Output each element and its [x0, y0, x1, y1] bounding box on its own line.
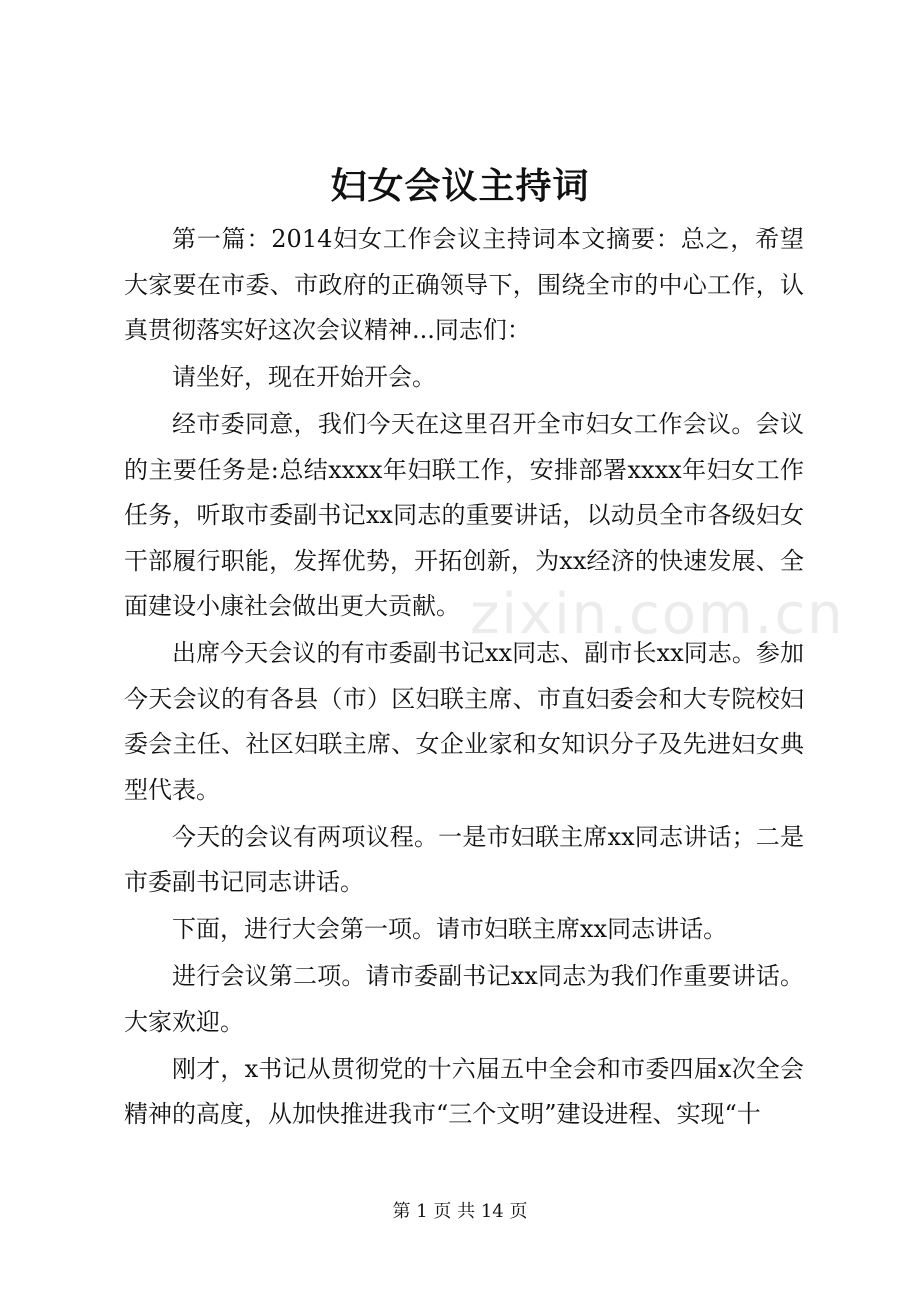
paragraph-5: 今天的会议有两项议程。一是市妇联主席xx同志讲话；二是市委副书记同志讲话。 — [124, 822, 804, 896]
paragraph-7: 进行会议第二项。请市委副书记xx同志为我们作重要讲话。大家欢迎。 — [124, 962, 804, 1036]
page-number-footer: 第 1 页 共 14 页 — [392, 1201, 528, 1222]
watermark-text: zixin.com.cn — [470, 582, 845, 647]
paragraph-4: 出席今天会议的有市委副书记xx同志、副市长xx同志。参加今天会议的有各县（市）区妇联主席、市直妇委会和大专院校妇委会主任、社区妇联主席、女企业家和女知识分子及先进妇女典型代表。 — [124, 639, 804, 804]
document-title: 妇女会议主持词 — [330, 165, 590, 207]
paragraph-6: 下面，进行大会第一项。请市妇联主席xx同志讲话。 — [172, 915, 728, 943]
paragraph-1: 第一篇：2014妇女工作会议主持词本文摘要：总之，希望大家要在市委、市政府的正确领导下，围绕全市的中心工作，认真贯彻落实好这次会议精神...同志们： — [124, 225, 804, 344]
paragraph-8: 刚才，x书记从贯彻党的十六届五中全会和市委四届x次全会精神的高度，从加快推进我市“三个文明”建设进程、实现“十 — [124, 1054, 804, 1128]
paragraph-2: 请坐好，现在开始开会。 — [172, 363, 436, 391]
paragraph-3: 经市委同意，我们今天在这里召开全市妇女工作会议。会议的主要任务是:总结xxxx年妇联工作，安排部署xxxx年妇女工作任务，听取市委副书记xx同志的重要讲话，以动员全市各级妇女干部履行职能，发挥优势，开拓创新，为xx经济的快速发展、全面建设小康社会做出更大贡献。 — [124, 410, 804, 620]
document-body — [124, 217, 804, 1139]
